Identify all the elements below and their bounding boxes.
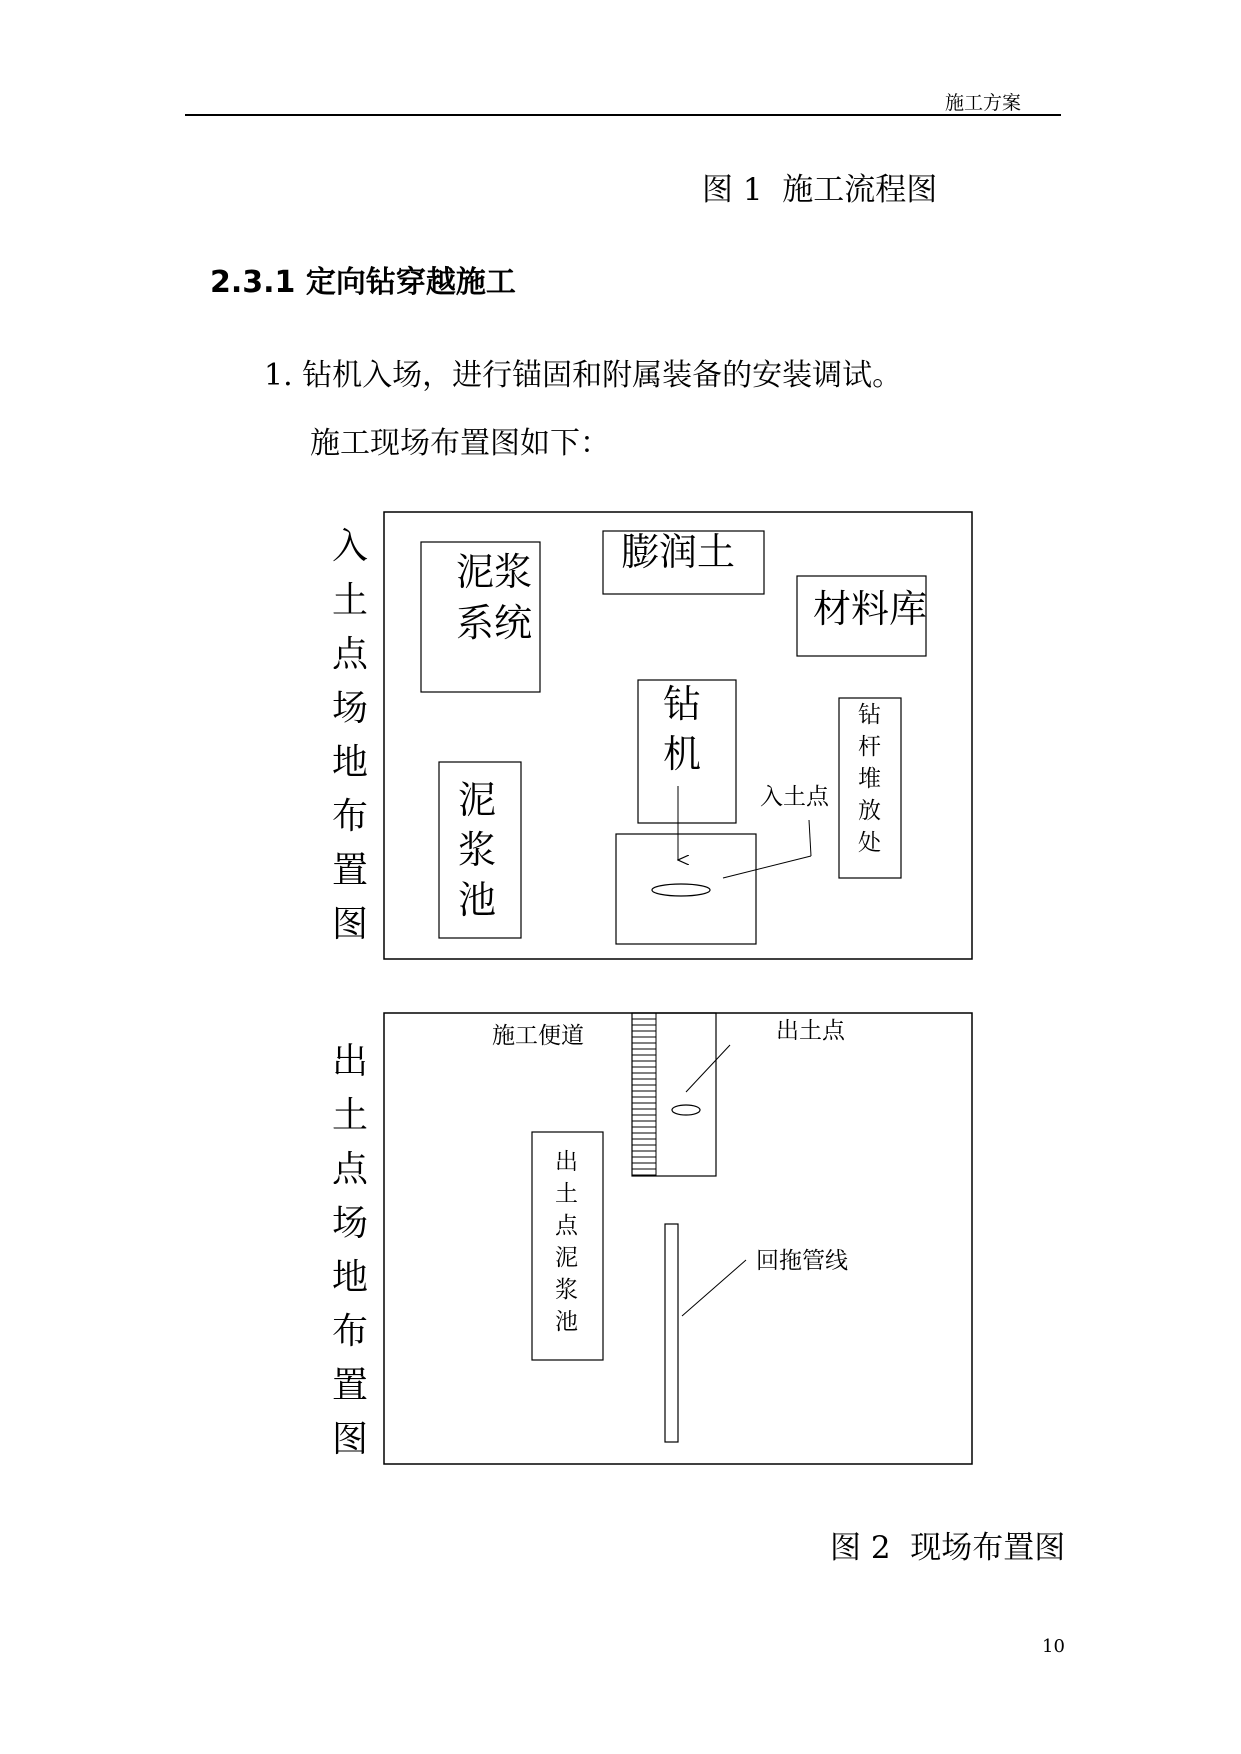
- figure-1-caption: 图 1 施工流程图: [702, 172, 938, 208]
- exit-mud-pit-label-6: 池: [555, 1309, 578, 1335]
- mud-pit-label-3: 池: [458, 878, 497, 922]
- drill-rig-label-2: 机: [663, 732, 702, 776]
- rod-storage-label-1: 钻: [858, 702, 881, 728]
- exit-point-marker: [672, 1105, 700, 1115]
- access-road-hatching: [632, 1013, 656, 1176]
- exit-mud-pit-label-1: 出: [555, 1149, 578, 1175]
- mud-system-label-1: 泥浆: [456, 550, 533, 594]
- exit-title-char: 地: [331, 1257, 368, 1298]
- mud-pit-label-1: 泥: [458, 778, 497, 822]
- exit-mud-pit-label-4: 泥: [555, 1245, 578, 1271]
- pullback-pipeline-bar: [665, 1224, 678, 1442]
- rod-storage-label-4: 放: [858, 798, 881, 824]
- entry-title-char: 地: [331, 742, 368, 783]
- running-header: 施工方案: [945, 92, 1022, 114]
- pullback-pipeline-label: 回拖管线: [756, 1248, 848, 1274]
- rod-storage-label-3: 堆: [858, 766, 881, 792]
- entry-title-char: 布: [331, 796, 368, 837]
- entry-title-char: 图: [331, 904, 368, 945]
- exit-mud-pit-label-3: 点: [555, 1213, 578, 1239]
- materials-label: 材料库: [813, 587, 928, 631]
- exit-point-leader: [686, 1045, 730, 1092]
- entry-point-label: 入土点: [760, 784, 829, 810]
- entry-point-leader-2: [809, 820, 811, 856]
- bentonite-label: 膨润土: [621, 530, 736, 574]
- exit-mud-pit-label-5: 浆: [555, 1277, 578, 1303]
- access-road-label: 施工便道: [492, 1023, 584, 1049]
- pullback-pipeline-leader: [682, 1260, 746, 1316]
- exit-title-char: 土: [331, 1095, 368, 1136]
- drilling-pit-box: [616, 834, 756, 944]
- figure-2-caption: 图 2 现场布置图: [830, 1530, 1066, 1566]
- exit-mud-pit-label-2: 土: [555, 1181, 578, 1207]
- entry-point-marker: [652, 884, 710, 896]
- exit-title-char: 布: [331, 1311, 368, 1352]
- exit-title-char: 置: [331, 1365, 368, 1406]
- drill-rig-label-1: 钻: [663, 682, 702, 726]
- exit-title-char: 点: [331, 1149, 368, 1190]
- rod-storage-label-5: 处: [858, 830, 881, 856]
- section-heading: 2.3.1 定向钻穿越施工: [210, 265, 516, 300]
- exit-title-char: 场: [331, 1203, 368, 1244]
- exit-title-char: 图: [331, 1419, 368, 1460]
- entry-title-char: 入: [331, 526, 368, 567]
- entry-point-leader-1: [723, 856, 811, 878]
- entry-title-char: 场: [331, 688, 368, 729]
- page-number: 10: [1042, 1636, 1065, 1657]
- mud-system-label-2: 系统: [456, 601, 533, 645]
- layout-intro-text: 施工现场布置图如下：: [310, 426, 610, 461]
- rod-storage-label-2: 杆: [858, 734, 881, 760]
- exit-point-label: 出土点: [776, 1018, 845, 1044]
- entry-title-char: 置: [331, 850, 368, 891]
- mud-pit-label-2: 浆: [458, 828, 497, 872]
- step-1-text: 1. 钻机入场，进行锚固和附属装备的安装调试。: [264, 358, 903, 393]
- entry-title-char: 点: [331, 634, 368, 675]
- exit-title-char: 出: [331, 1041, 368, 1082]
- entry-title-char: 土: [331, 580, 368, 621]
